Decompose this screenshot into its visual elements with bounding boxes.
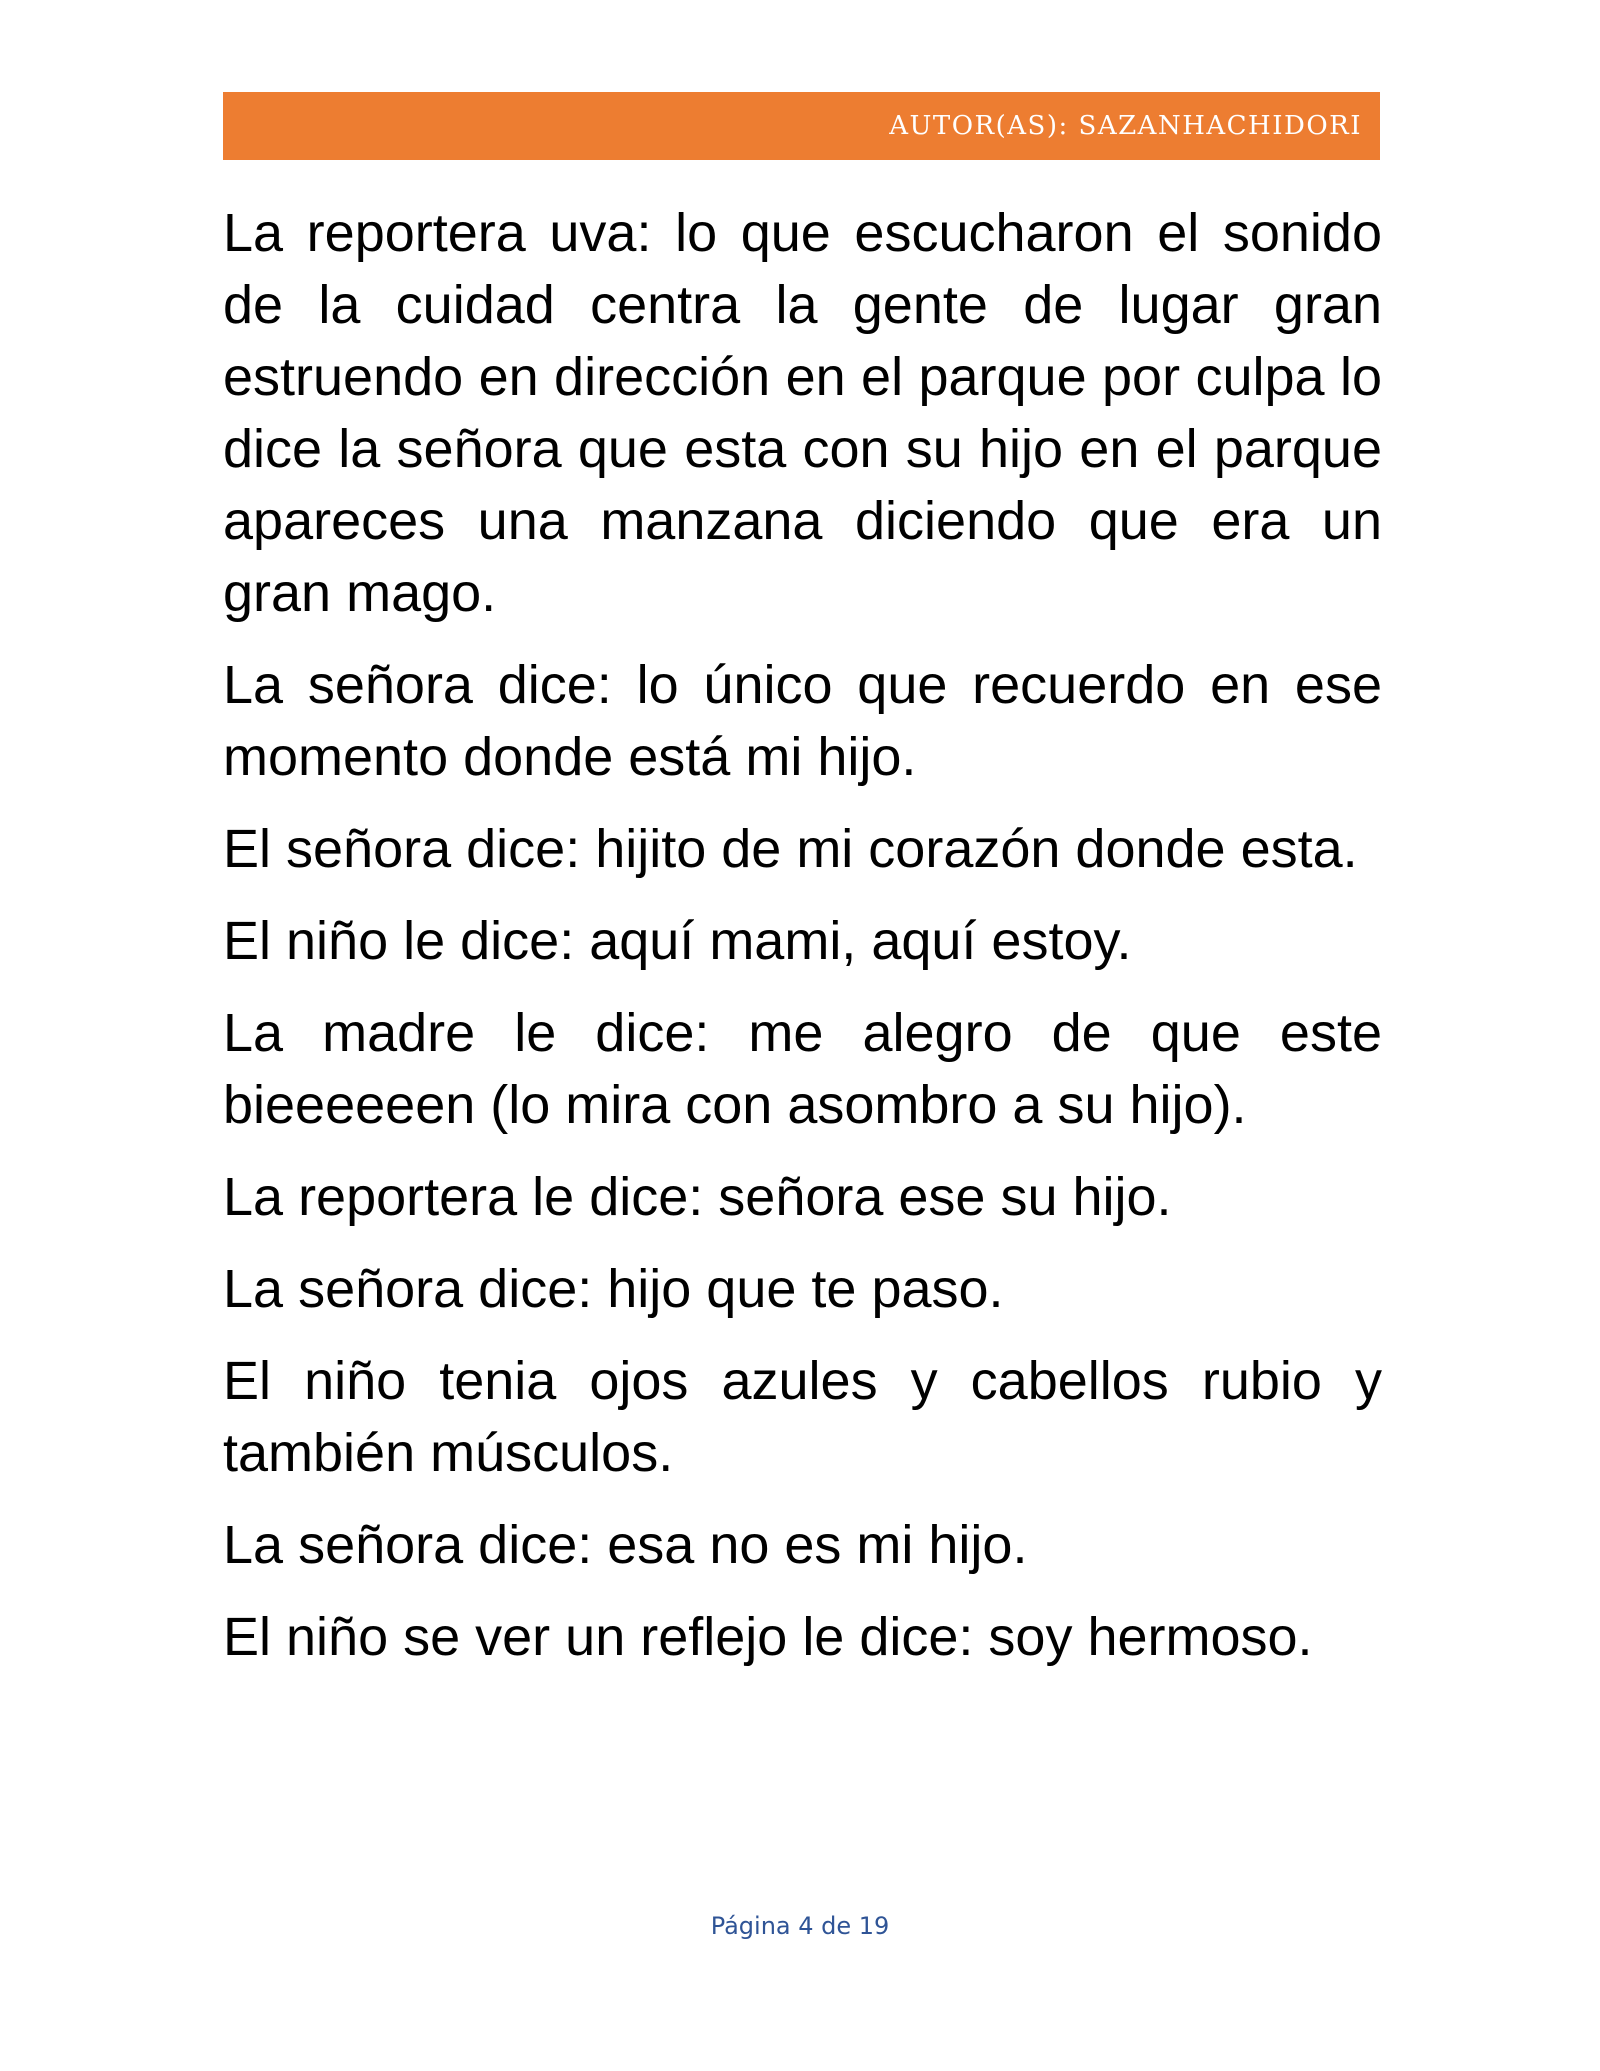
document-body: [223, 197, 1382, 1693]
page-number: Página 4 de 19: [710, 1912, 890, 1940]
paragraph: La reportera uva: lo que escucharon el sonido de la cuidad centra la gente de lugar gran estruendo en dirección en el parque por culpa lo dice la señora que esta con su hijo en el parque apareces una manzana diciendo que era un gran mago.: [223, 203, 1382, 623]
paragraph: El señora dice: hijito de mi corazón donde esta.: [223, 819, 1358, 879]
paragraph: La señora dice: lo único que recuerdo en ese momento donde está mi hijo.: [223, 655, 1382, 787]
paragraph: El niño tenia ojos azules y cabellos rubio y también músculos.: [223, 1351, 1382, 1483]
header-author: AUTOR(AS): SAZANHACHIDORI: [889, 111, 1362, 141]
header-bar: [223, 92, 1380, 160]
paragraph: El niño le dice: aquí mami, aquí estoy.: [223, 911, 1132, 971]
paragraph: La madre le dice: me alegro de que este bieeeeeen (lo mira con asombro a su hijo).: [223, 1003, 1382, 1135]
paragraph: La reportera le dice: señora ese su hijo.: [223, 1167, 1172, 1227]
paragraph: La señora dice: esa no es mi hijo.: [223, 1515, 1028, 1575]
paragraph: La señora dice: hijo que te paso.: [223, 1259, 1004, 1319]
paragraph: El niño se ver un reflejo le dice: soy hermoso.: [223, 1607, 1313, 1667]
